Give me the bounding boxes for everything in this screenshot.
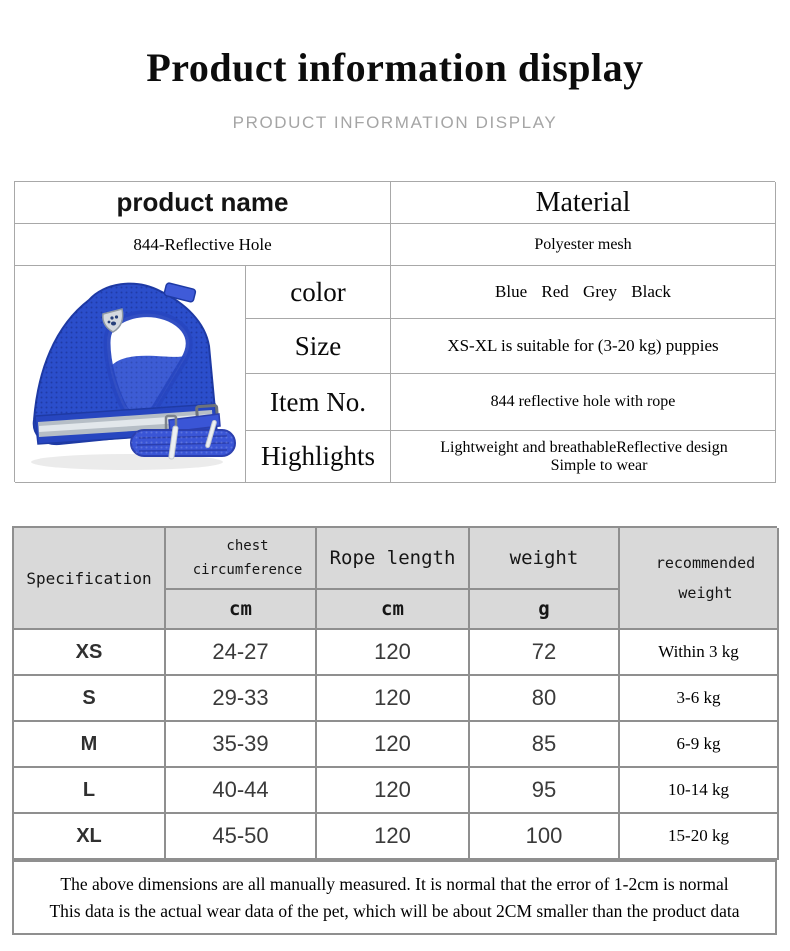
spec-row-weight: 100 (470, 814, 620, 860)
spec-row-rope: 120 (317, 676, 470, 722)
item-no-label: Item No. (246, 374, 391, 431)
disclaimer-line-2: This data is the actual wear data of the pet, which will be about 2CM smaller than the product data (49, 900, 740, 921)
highlights-label: Highlights (246, 431, 391, 483)
spec-row-recommended: 6-9 kg (620, 722, 779, 768)
color-label: color (246, 266, 391, 319)
spec-row-recommended: 3-6 kg (620, 676, 779, 722)
spec-row-recommended: 10-14 kg (620, 768, 779, 814)
size-value: XS-XL is suitable for (3-20 kg) puppies (391, 319, 776, 374)
unit-chest-cm: cm (166, 590, 317, 630)
spec-row-recommended: 15-20 kg (620, 814, 779, 860)
spec-row-weight: 85 (470, 722, 620, 768)
spec-row-chest: 24-27 (166, 630, 317, 676)
spec-row-weight: 72 (470, 630, 620, 676)
material-value: Polyester mesh (391, 224, 776, 266)
spec-row-weight: 95 (470, 768, 620, 814)
spec-row-rope: 120 (317, 722, 470, 768)
col-header-weight: weight (470, 528, 620, 590)
item-no-value: 844 reflective hole with rope (391, 374, 776, 431)
spec-row-chest: 40-44 (166, 768, 317, 814)
unit-weight-g: g (470, 590, 620, 630)
product-image-cell (15, 266, 246, 483)
spec-row-size: XL (14, 814, 166, 860)
product-name-header: product name (15, 182, 391, 224)
specification-table (12, 526, 777, 860)
spec-row-rope: 120 (317, 768, 470, 814)
measurement-disclaimer (12, 860, 777, 935)
highlight-reflective: Reflective design (616, 438, 728, 456)
highlight-lightweight: Lightweight and breathable (440, 438, 617, 456)
col-header-recommended-weight: recommended weight (620, 528, 779, 630)
page-title: Product information display (146, 45, 644, 90)
page-subtitle: PRODUCT INFORMATION DISPLAY (232, 113, 558, 132)
spec-row-size: M (14, 722, 166, 768)
color-value: Blue Red Grey Black (391, 266, 776, 319)
col-header-chest-circumference: chest circumference (166, 528, 317, 590)
spec-row-size: XS (14, 630, 166, 676)
highlights-value (391, 431, 776, 483)
spec-row-rope: 120 (317, 814, 470, 860)
unit-rope-cm: cm (317, 590, 470, 630)
spec-row-chest: 35-39 (166, 722, 317, 768)
material-header: Material (391, 182, 776, 224)
product-info-table (14, 181, 775, 482)
size-label: Size (246, 319, 391, 374)
col-header-specification: Specification (14, 528, 166, 630)
product-name-value: 844-Reflective Hole (15, 224, 391, 266)
spec-row-size: S (14, 676, 166, 722)
spec-row-weight: 80 (470, 676, 620, 722)
spec-row-chest: 29-33 (166, 676, 317, 722)
product-photo-harness (19, 270, 241, 478)
spec-row-chest: 45-50 (166, 814, 317, 860)
col-header-rope-length: Rope length (317, 528, 470, 590)
disclaimer-line-1: The above dimensions are all manually measured. It is normal that the error of 1-2cm is normal (60, 873, 729, 894)
harness-illustration (19, 270, 241, 478)
spec-row-recommended: Within 3 kg (620, 630, 779, 676)
highlight-simple: Simple to wear (550, 456, 648, 474)
spec-row-size: L (14, 768, 166, 814)
spec-row-rope: 120 (317, 630, 470, 676)
